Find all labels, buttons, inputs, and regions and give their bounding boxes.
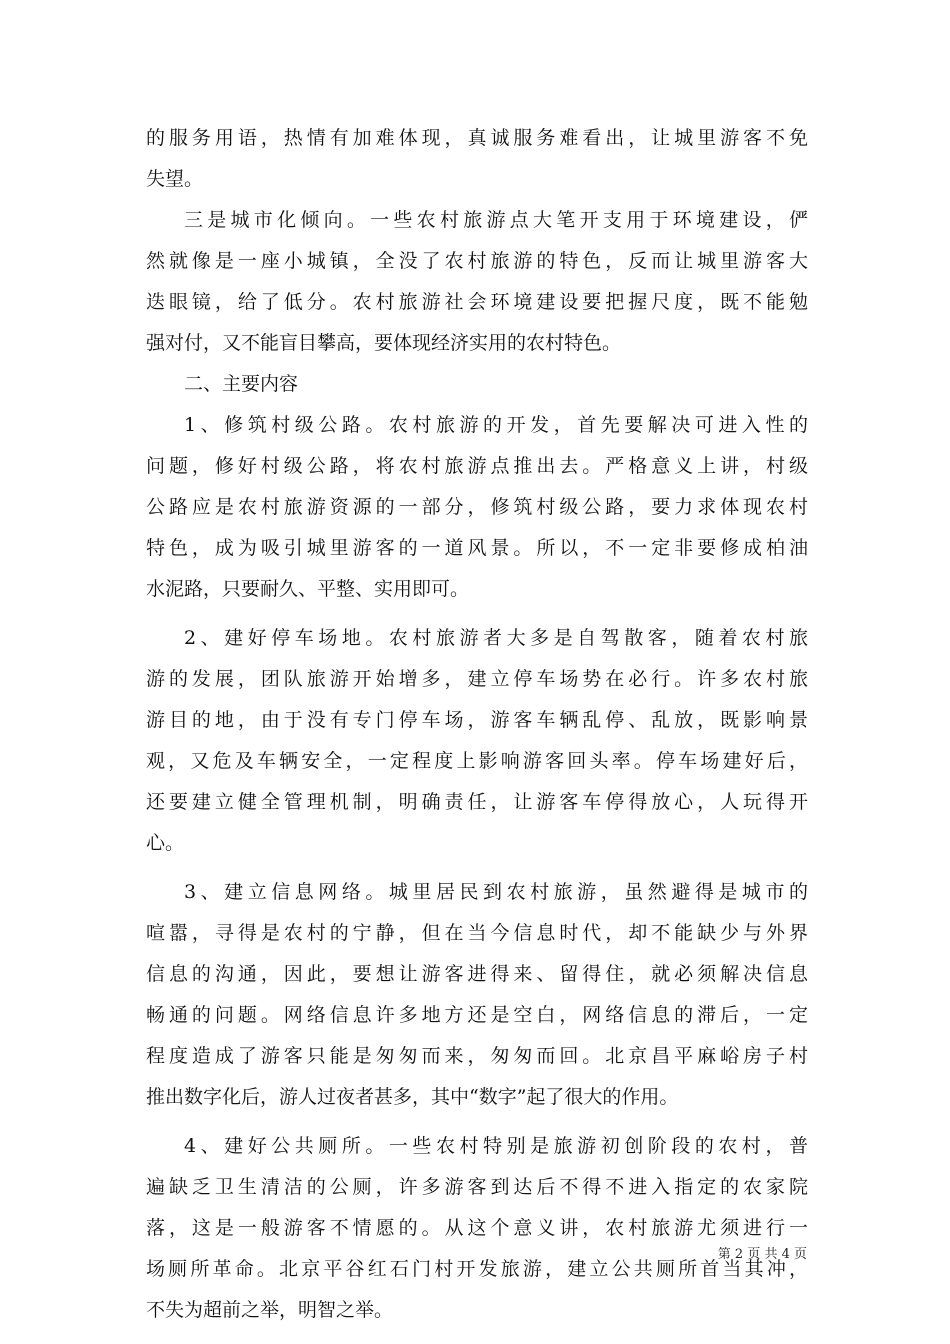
text-line: 落，这是一般游客不情愿的。从这个意义讲，农村旅游尤须进行一 [146,1217,808,1239]
text-line: 喧嚣，寻得是农村的宁静，但在当今信息时代，却不能缺少与外界 [146,922,808,944]
text-line: 失望。 [146,168,204,190]
paragraph-village-roads [146,405,808,610]
text-line: 信息的沟通，因此，要想让游客进得来、留得住，就必须解决信息 [146,963,808,985]
text-line: 遍缺乏卫生清洁的公厕，许多游客到达后不得不进入指定的农家院 [146,1176,808,1198]
section-heading-main-content [146,364,808,405]
text-line: 程度造成了游客只能是匆匆而来，匆匆而回。北京昌平麻峪房子村 [146,1045,808,1067]
paragraph-gap [146,864,808,872]
text-line: 游目的地，由于没有专门停车场，游客车辆乱停、乱放，既影响景 [146,709,808,731]
paragraph-urbanization [146,200,808,364]
text-line: 场厕所革命。北京平谷红石门村开发旅游，建立公共厕所首当其冲， [146,1258,808,1280]
text-line: 观，又危及车辆安全，一定程度上影响游客回头率。停车场建好后， [146,750,808,772]
text-line: 游的发展，团队旅游开始增多，建立停车场势在必行。许多农村旅 [146,668,808,690]
text-line: 畅通的问题。网络信息许多地方还是空白，网络信息的滞后，一定 [146,1004,808,1026]
paragraph-gap [146,610,808,618]
text-line: 水泥路，只要耐久、平整、实用即可。 [146,578,470,600]
text-line: 不失为超前之举，明智之举。 [146,1299,394,1321]
text-line: 特色，成为吸引城里游客的一道风景。所以，不一定非要修成柏油 [146,537,808,559]
text-line: 强对付，又不能盲目攀高，要体现经济实用的农村特色。 [146,332,622,354]
paragraph-parking [146,618,808,864]
text-line: 推出数字化后，游人过夜者甚多，其中“数字”起了很大的作用。 [146,1086,679,1108]
paragraph-service-language [146,118,808,200]
paragraph-public-toilets [146,1126,808,1331]
document-body [146,118,808,1331]
text-line: 4、建好公共厕所。一些农村特别是旅游初创阶段的农村，普 [184,1135,808,1157]
text-line: 公路应是农村旅游资源的一部分，修筑村级公路，要力求体现农村 [146,496,808,518]
text-line: 3、建立信息网络。城里居民到农村旅游，虽然避得是城市的 [184,881,808,903]
text-line: 三是城市化倾向。一些农村旅游点大笔开支用于环境建设，俨 [184,209,808,231]
page-number-footer: 第 2 页 共 4 页 [717,1247,807,1262]
text-line: 然就像是一座小城镇，全没了农村旅游的特色，反而让城里游客大 [146,250,808,272]
text-line: 2、建好停车场地。农村旅游者大多是自驾散客，随着农村旅 [184,627,808,649]
section-heading: 二、主要内容 [184,373,299,395]
text-line: 问题，修好村级公路，将农村旅游点推出去。严格意义上讲，村级 [146,455,808,477]
text-line: 1、修筑村级公路。农村旅游的开发，首先要解决可进入性的 [184,414,808,436]
paragraph-gap [146,1118,808,1126]
paragraph-information-network [146,872,808,1118]
text-line: 的服务用语，热情有加难体现，真诚服务难看出，让城里游客不免 [146,127,808,149]
text-line: 还要建立健全管理机制，明确责任，让游客车停得放心，人玩得开 [146,791,808,813]
text-line: 迭眼镜，给了低分。农村旅游社会环境建设要把握尺度，既不能勉 [146,291,808,313]
text-line: 心。 [146,832,185,854]
